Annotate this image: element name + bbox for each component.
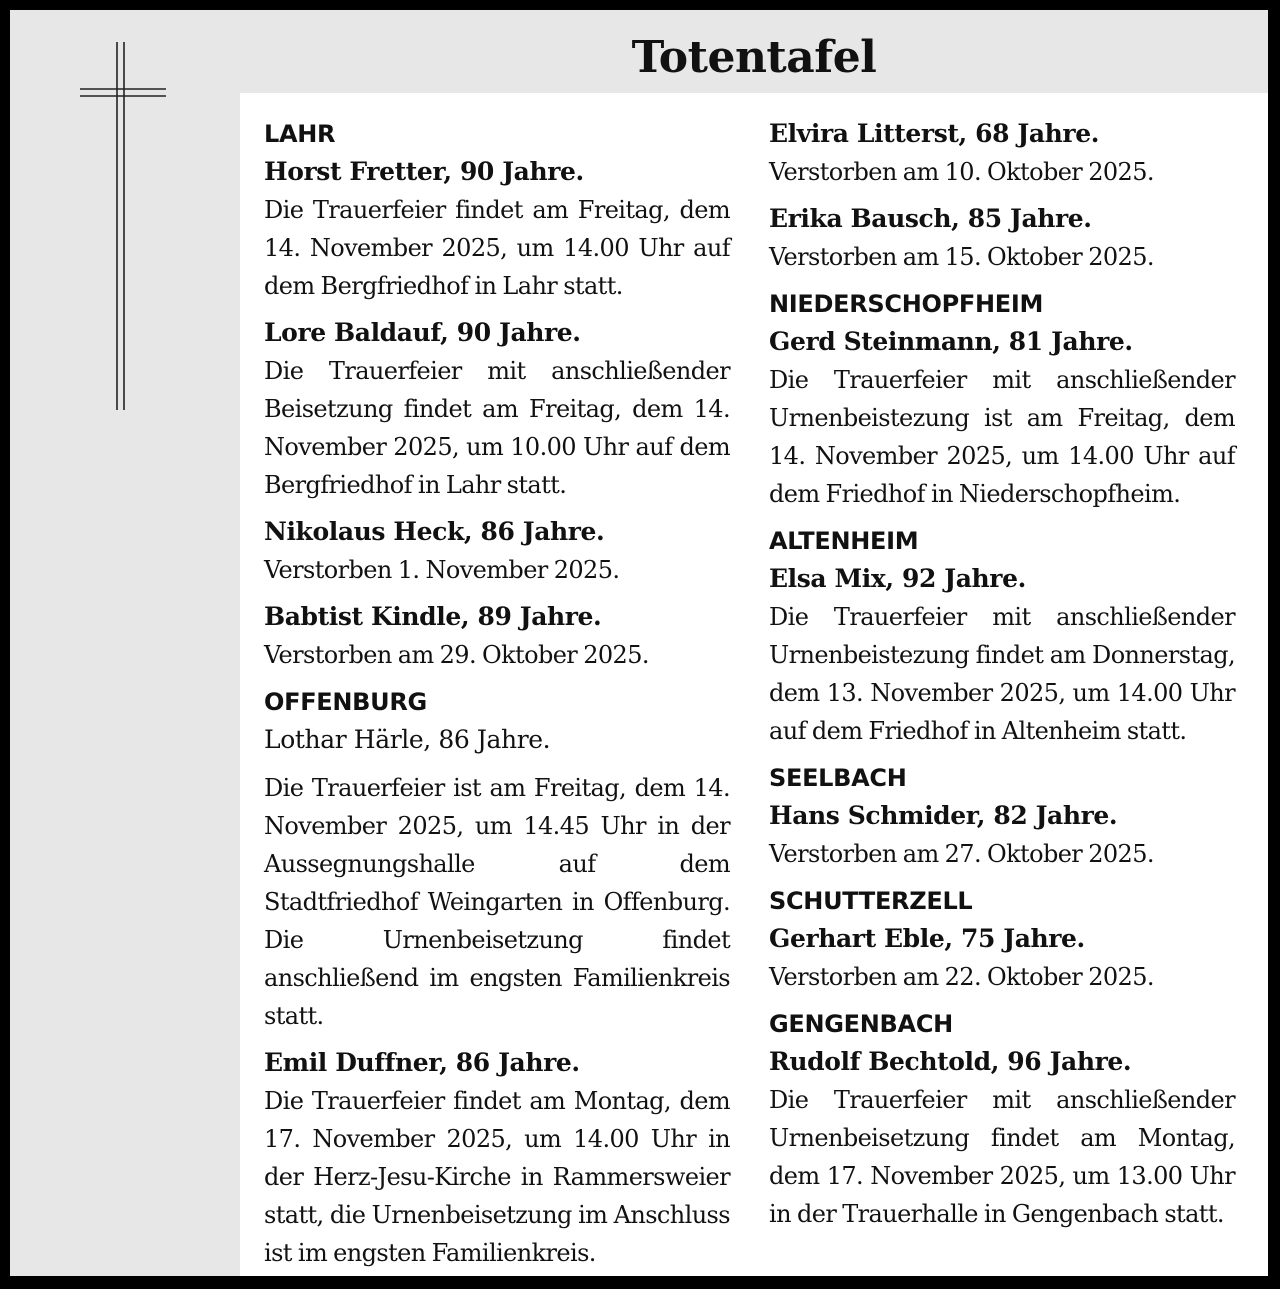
deceased-name: Gerd Steinmann, 81 Jahre. (769, 327, 1133, 356)
deceased-name: Nikolaus Heck, 86 Jahre. (264, 517, 605, 546)
content-panel (240, 93, 1268, 1276)
deceased-name: Hans Schmider, 82 Jahre. (769, 801, 1118, 830)
obituary-entry (769, 759, 1235, 873)
obituary-text: Die Trauerfeier findet am Freitag, dem 14. November 2025, um 14.00 Uhr auf dem Bergfriedhof in Lahr statt. (264, 196, 730, 300)
obituary-text: Verstorben am 27. Oktober 2025. (769, 840, 1154, 868)
deceased-name: Elvira Litterst, 68 Jahre. (769, 119, 1100, 148)
obituary-entry (264, 598, 730, 674)
obituary-board (10, 10, 1268, 1276)
town-heading: SCHUTTERZELL (769, 887, 973, 915)
obituary-text: Die Trauerfeier mit anschließender Urnenbeistezung ist am Freitag, dem 14. November 2025, um 14.00 Uhr auf dem Friedhof in Niederschopfheim. (769, 366, 1235, 508)
town-heading: NIEDERSCHOPFHEIM (769, 290, 1044, 318)
obituary-entry (769, 200, 1235, 276)
obituary-entry (769, 522, 1235, 750)
obituary-text: Verstorben 1. November 2025. (264, 556, 620, 584)
obituary-entry (264, 513, 730, 589)
obituary-text: Verstorben am 29. Oktober 2025. (264, 641, 649, 669)
obituary-entry (769, 882, 1235, 996)
town-heading: ALTENHEIM (769, 527, 919, 555)
deceased-name: Erika Bausch, 85 Jahre. (769, 204, 1092, 233)
town-heading: OFFENBURG (264, 688, 427, 716)
town-heading: GENGENBACH (769, 1010, 953, 1038)
obituary-text: Die Trauerfeier findet am Montag, dem 17. November 2025, um 14.00 Uhr in der Herz-Jesu-Kirche in Rammersweier statt, die Urnenbeisetzung im Anschluss ist im engsten Familienkreis. (264, 1087, 730, 1267)
obituary-entry (769, 1005, 1235, 1233)
obituary-entry (264, 683, 730, 1035)
left-column (264, 115, 730, 1276)
obituary-text: Die Trauerfeier mit anschließender Urnenbeisetzung findet am Montag, dem 17. November 2025, um 13.00 Uhr in der Trauerhalle in Gengenbach statt. (769, 1086, 1235, 1228)
obituary-entry (769, 115, 1235, 191)
obituary-text: Die Trauerfeier mit anschließender Urnenbeistezung findet am Donnerstag, dem 13. November 2025, um 14.00 Uhr auf dem Friedhof in Altenheim statt. (769, 603, 1235, 745)
page-title: Totentafel (631, 32, 877, 83)
obituary-text: Verstorben am 10. Oktober 2025. (769, 158, 1154, 186)
deceased-name: Emil Duffner, 86 Jahre. (264, 1048, 580, 1077)
obituary-text: Die Trauerfeier ist am Freitag, dem 14. November 2025, um 14.45 Uhr in der Aussegnungshalle auf dem Stadtfriedhof Weingarten in Offenburg. Die Urnenbeisetzung findet anschließend im engsten Familienkreis statt. (264, 774, 730, 1030)
deceased-name: Gerhart Eble, 75 Jahre. (769, 924, 1085, 953)
cross-icon (78, 40, 168, 412)
obituary-entry (769, 285, 1235, 513)
obituary-entry (264, 1044, 730, 1272)
right-column (769, 115, 1235, 1242)
deceased-name: Elsa Mix, 92 Jahre. (769, 564, 1026, 593)
deceased-name: Horst Fretter, 90 Jahre. (264, 157, 584, 186)
deceased-name: Rudolf Bechtold, 96 Jahre. (769, 1047, 1132, 1076)
town-heading: SEELBACH (769, 764, 907, 792)
deceased-name: Lore Baldauf, 90 Jahre. (264, 318, 581, 347)
town-heading: LAHR (264, 120, 336, 148)
obituary-text: Verstorben am 15. Oktober 2025. (769, 243, 1154, 271)
obituary-entry (264, 314, 730, 504)
obituary-text: Die Trauerfeier mit anschließender Beisetzung findet am Freitag, dem 14. November 2025, um 10.00 Uhr auf dem Bergfriedhof in Lahr statt. (264, 357, 730, 499)
deceased-name: Babtist Kindle, 89 Jahre. (264, 602, 602, 631)
obituary-text: Verstorben am 22. Oktober 2025. (769, 963, 1154, 991)
deceased-name: Lothar Härle, 86 Jahre. (264, 725, 551, 754)
obituary-entry (264, 115, 730, 305)
